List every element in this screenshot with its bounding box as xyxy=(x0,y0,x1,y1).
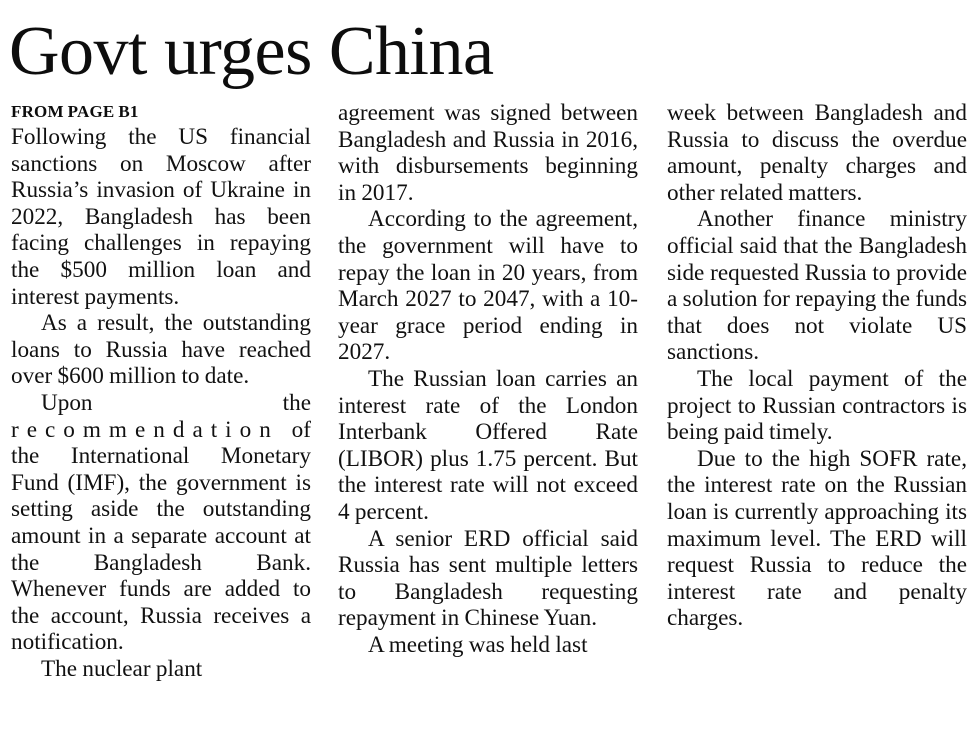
column-1-paragraph-3-spaced-word: recommendation xyxy=(11,416,279,443)
column-1-paragraph-3-start: Upon the xyxy=(41,389,311,416)
column-2-paragraph-4: A senior ERD official said Russia has sent multiple letters to Bangladesh requesting repayment in Chinese Yuan. xyxy=(338,525,638,632)
article-column-3 xyxy=(667,100,967,632)
article-column-1 xyxy=(11,100,311,682)
column-1-paragraph-3-rest: of the International Monetary Fund (IMF), the government is setting aside the outstanding amount in a separate account at the Bangladesh Bank. Whenever funds are added to the account, Russia receives a notification. xyxy=(11,416,311,656)
column-3-paragraph-1: week between Bangladesh and Russia to discuss the overdue amount, penalty charges and other related matters. xyxy=(667,100,967,206)
column-2-paragraph-1: agreement was signed between Bangladesh and Russia in 2016, with disbursements beginning in 2017. xyxy=(338,100,638,206)
kicker-label: FROM PAGE B1 xyxy=(11,102,139,121)
column-2-paragraph-5: A meeting was held last xyxy=(368,631,588,658)
column-3-paragraph-2: Another finance ministry official said that the Bangladesh side requested Russia to provide a solution for repaying the funds that does not violate US sanctions. xyxy=(667,206,967,366)
column-3-paragraph-3: The local payment of the project to Russian contractors is being paid timely. xyxy=(667,365,967,446)
article-headline: Govt urges China xyxy=(9,13,494,90)
article-column-2 xyxy=(338,100,638,658)
column-1-paragraph-2: As a result, the outstanding loans to Russia have reached over $600 million to date. xyxy=(11,310,311,390)
column-3-paragraph-4: Due to the high SOFR rate, the interest rate on the Russian loan is currently approaching its maximum level. The ERD will request Russia to reduce the interest rate and penalty charges. xyxy=(667,445,967,632)
column-1-paragraph-3 xyxy=(11,390,311,656)
column-1-paragraph-4: The nuclear plant xyxy=(41,655,203,682)
column-2-paragraph-2: According to the agreement, the government will have to repay the loan in 20 years, from March 2027 to 2047, with a 10-year grace period ending in 2027. xyxy=(338,206,638,366)
column-1-paragraph-1: Following the US financial sanctions on Moscow after Russia’s invasion of Ukraine in 2022, Bangladesh has been facing challenges in repaying the $500 million loan and interest payments. xyxy=(11,124,311,310)
column-2-paragraph-3: The Russian loan carries an interest rate of the London Interbank Offered Rate (LIBOR) plus 1.75 percent. But the interest rate will not exceed 4 percent. xyxy=(338,365,638,525)
